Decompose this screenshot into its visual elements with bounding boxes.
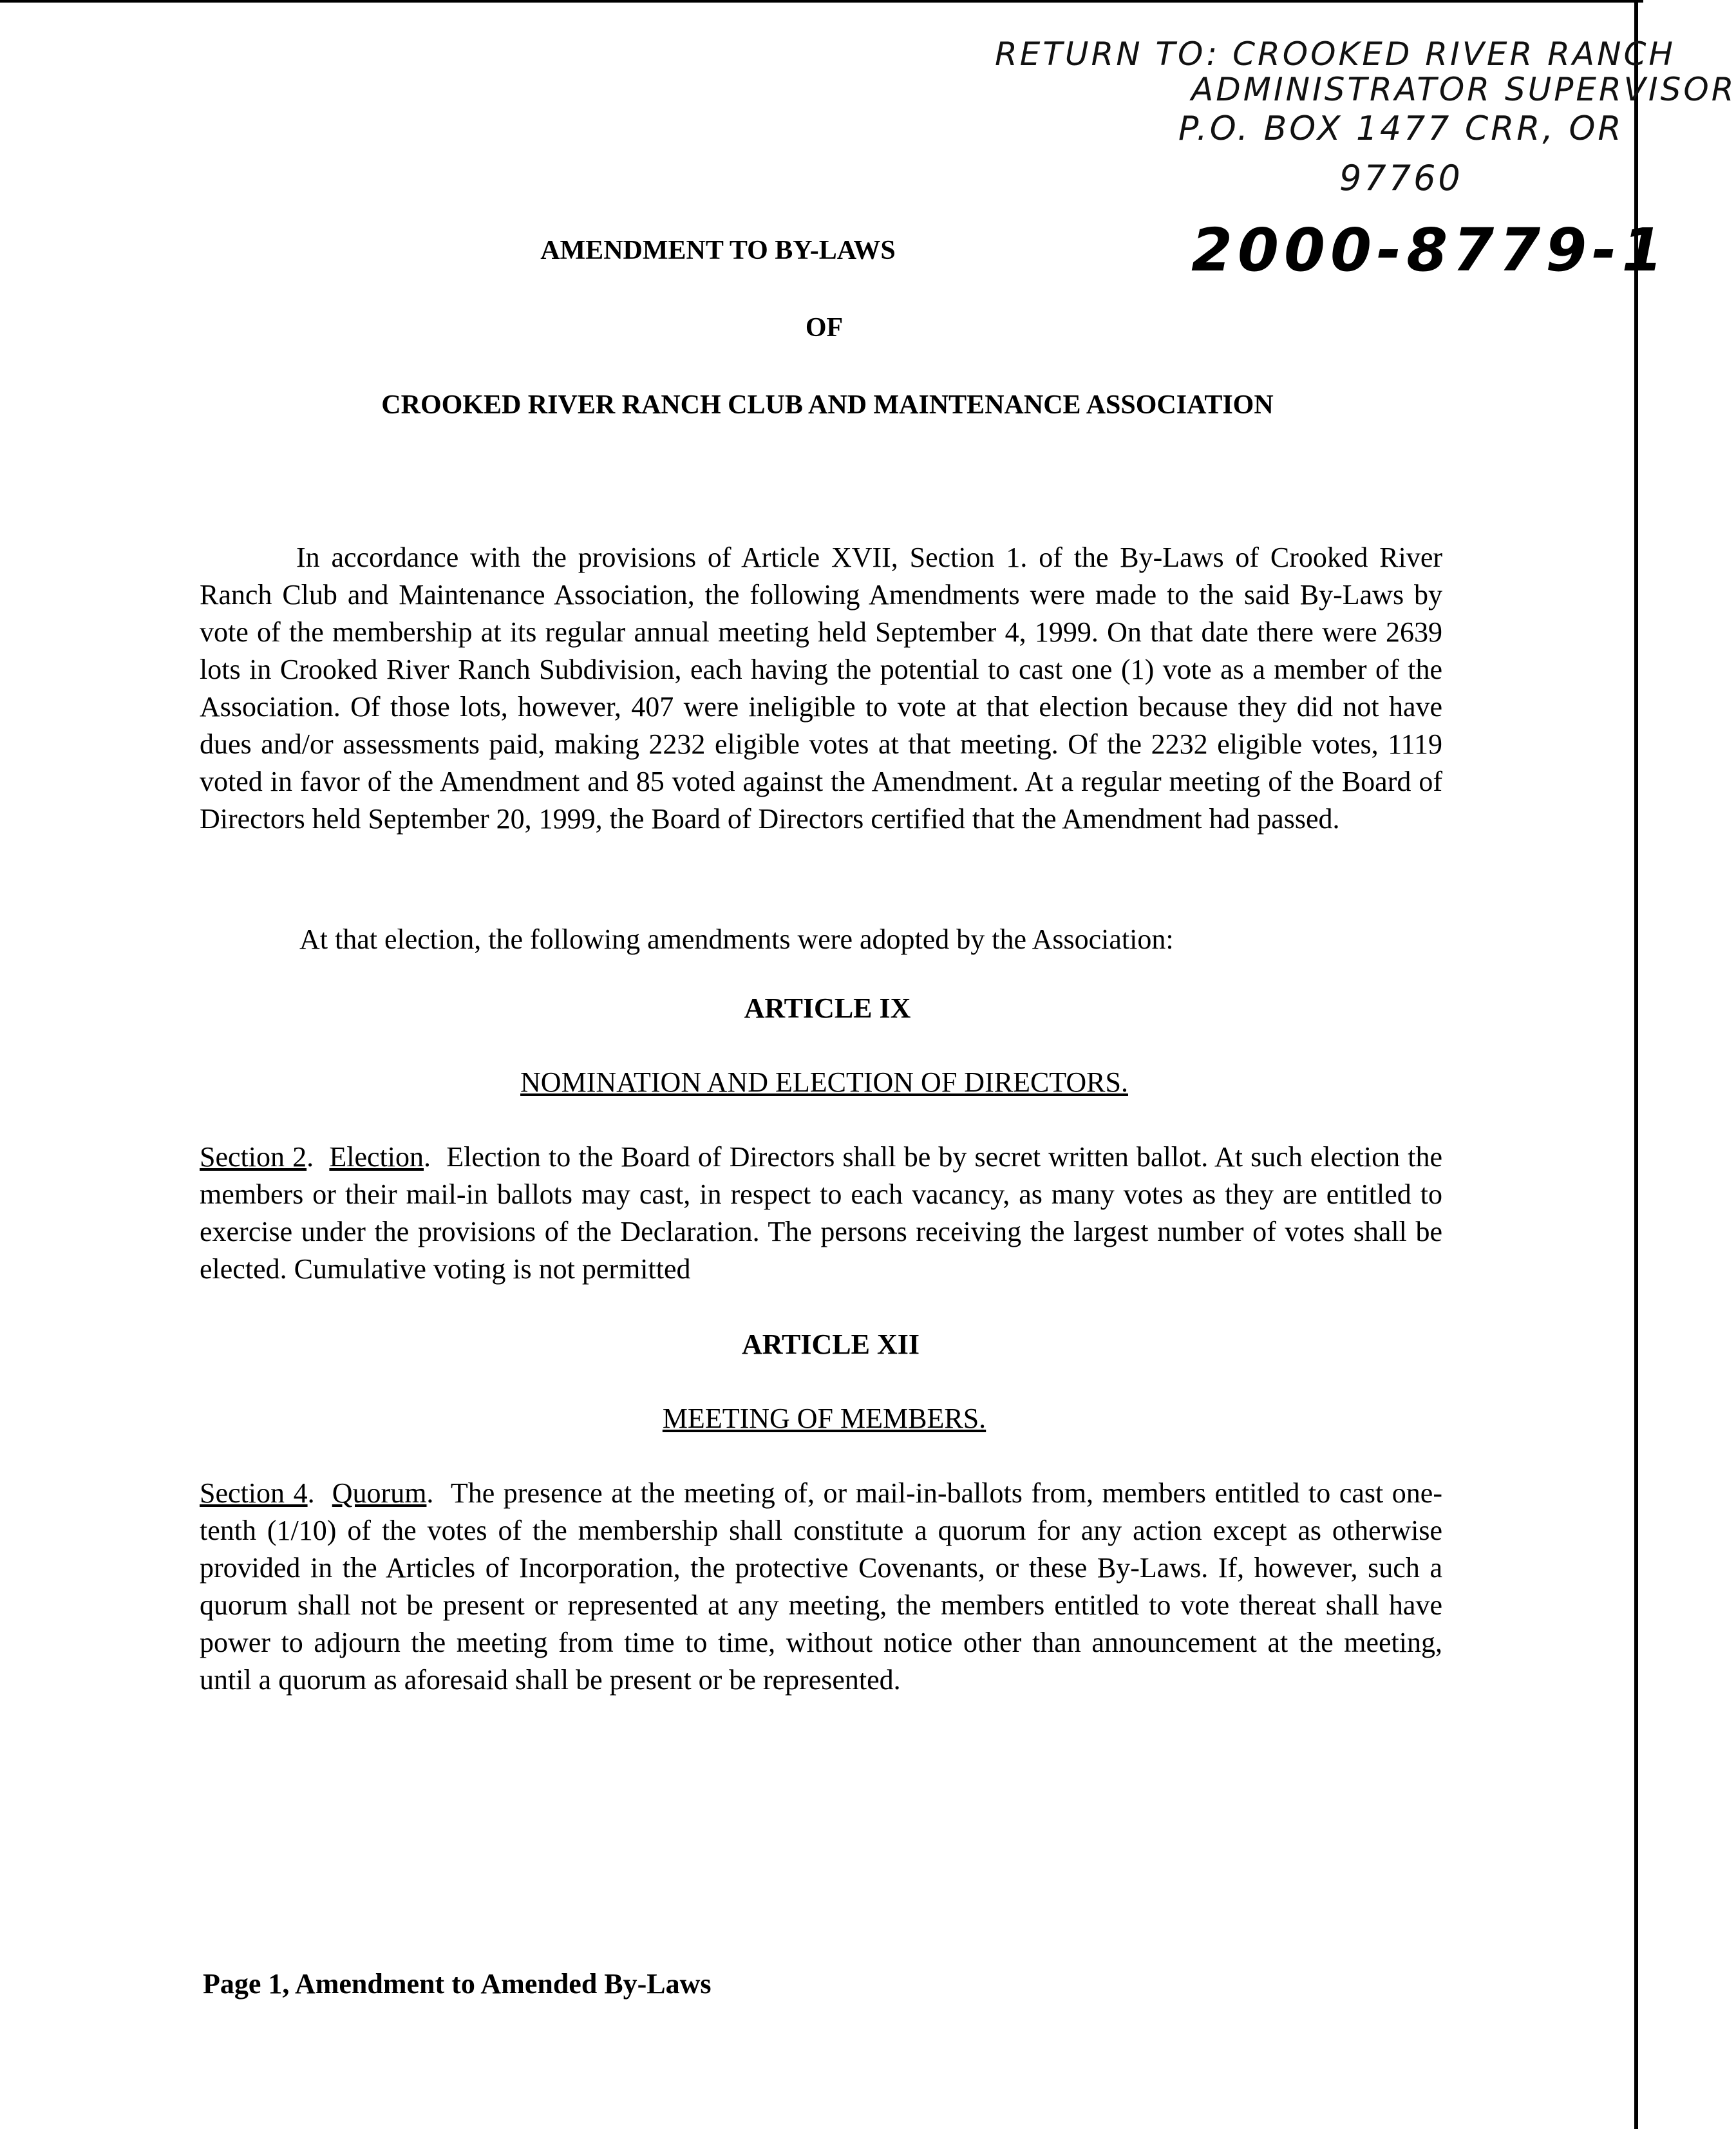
handwritten-return-line2: ADMINISTRATOR SUPERVISOR — [1191, 71, 1736, 108]
handwritten-return-line1: RETURN TO: CROOKED RIVER RANCH — [995, 35, 1675, 73]
association-name: CROOKED RIVER RANCH CLUB AND MAINTENANCE ASSOCIATION — [381, 390, 1274, 420]
article-ix-section-2: Section 2. Election. Election to the Board of Directors shall be by secret written ballot. At such election the members or their mail-in ballots may cast, in respect to each vacancy, as many votes as they are entitled to exercise under the provisions of the Declaration. The persons receiving the largest number of votes shall be elected. Cumulative voting is not permitted — [200, 1141, 1443, 1285]
article-xii-subheading: MEETING OF MEMBERS. — [662, 1403, 986, 1434]
handwritten-return-line3: P.O. BOX 1477 CRR, OR — [1178, 109, 1624, 148]
handwritten-return-zip: 97760 — [1339, 158, 1463, 198]
page-border-top — [0, 0, 1643, 3]
intro-paragraph: In accordance with the provisions of Article XVII, Section 1. of the By-Laws of Crooked River Ranch Club and Maintenance Association, the following Amendments were made to the said By-Laws by vote of the membership at its regular annual meeting held September 4, 1999. On that date there were 2639 lots in Crooked River Ranch Subdivision, each having the potential to cast one (1) vote as a member of the Association. Of those lots, however, 407 were ineligible to vote at that election because they did not have dues and/or assessments paid, making 2232 eligible votes at that meeting. Of the 2232 eligible votes, 1119 voted in favor of the Amendment and 85 voted against the Amendment. At a regular meeting of the Board of Directors held September 20, 1999, the Board of Directors certified that the Amendment had passed. — [200, 542, 1442, 835]
page-footer: Page 1, Amendment to Amended By-Laws — [203, 1968, 712, 2000]
section-4-title: Quorum — [332, 1477, 427, 1509]
article-xii-heading: ARTICLE XII — [742, 1329, 920, 1360]
section-4-label: Section 4 — [200, 1477, 308, 1509]
article-xii-section-4: Section 4. Quorum. The presence at the meeting of, or mail-in-ballots from, members entitled to cast one-tenth (1/10) of the votes of the membership shall constitute a quorum for any action except as otherwise provided in the Articles of Incorporation, the protective Covenants, or these By-Laws. If, however, such a quorum shall not be present or represented at any meeting, the members entitled to vote thereat shall have power to adjourn the meeting from time to time, without notice other than announcement at the meeting, until a quorum as aforesaid shall be present or be represented. — [200, 1477, 1442, 1696]
section-2-label: Section 2 — [200, 1141, 307, 1173]
title-of: OF — [805, 313, 844, 343]
adopted-line: At that election, the following amendments were adopted by the Association: — [299, 923, 1174, 955]
section-2-text: Election to the Board of Directors shall be by secret written ballot. At such election the members or their mail-in ballots may cast, in respect to each vacancy, as many votes as they are entitled to exercise under the provisions of the Declaration. The persons receiving the largest number of votes shall be elected. Cumulative voting is not permitted — [200, 1141, 1443, 1285]
article-ix-heading: ARTICLE IX — [744, 992, 911, 1024]
document-number: 2000-8779-1 — [1191, 216, 1668, 285]
article-ix-subheading: NOMINATION AND ELECTION OF DIRECTORS. — [520, 1066, 1128, 1098]
document-title: AMENDMENT TO BY-LAWS — [540, 236, 896, 265]
section-4-text: The presence at the meeting of, or mail-in-ballots from, members entitled to cast one-tenth (1/10) of the votes of the membership shall constitute a quorum for any action except as otherwise provided in the Articles of Incorporation, the protective Covenants, or these By-Laws. If, however, such a quorum shall not be present or represented at any meeting, the members entitled to vote thereat shall have power to adjourn the meeting from time to time, without notice other than announcement at the meeting, until a quorum as aforesaid shall be present or be represented. — [200, 1477, 1442, 1696]
section-2-title: Election — [329, 1141, 424, 1173]
